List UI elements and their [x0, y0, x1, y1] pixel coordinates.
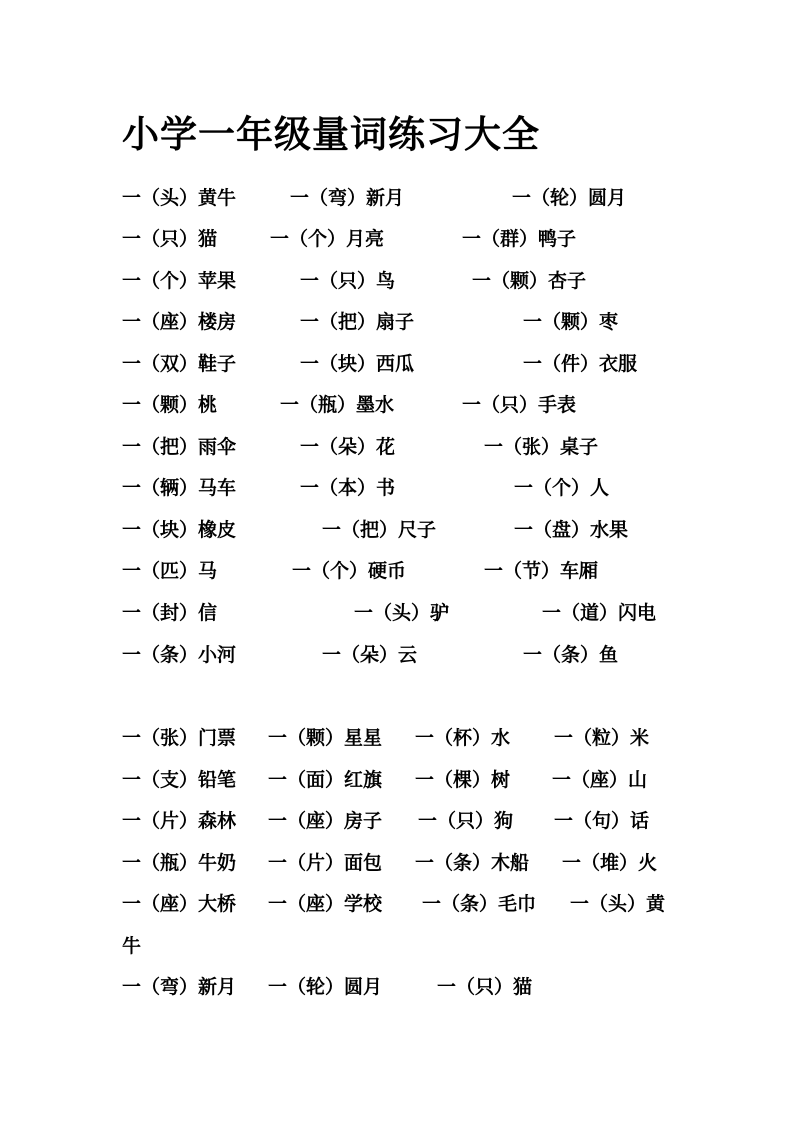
measure-word-item: 一（条）鱼 [523, 644, 619, 666]
measure-word-item: 一（支）铅笔 [122, 769, 237, 791]
measure-word-item: 一（辆）马车 [122, 477, 237, 499]
measure-word-item: 一（片）森林 [122, 810, 237, 832]
measure-word-item: 一（弯）新月 [122, 976, 237, 998]
measure-word-item: 一（个）人 [514, 477, 610, 499]
measure-word-item: 牛 [122, 935, 142, 957]
measure-word-item: 一（棵）树 [415, 769, 511, 791]
measure-word-item: 一（颗）枣 [523, 311, 619, 333]
measure-word-item: 一（朵）花 [300, 436, 396, 458]
measure-word-item: 一（封）信 [122, 602, 218, 624]
measure-word-item: 一（粒）米 [554, 727, 650, 749]
measure-word-item: 一（个）苹果 [122, 270, 237, 292]
measure-word-item: 一（座）山 [552, 769, 648, 791]
measure-word-item: 一（座）楼房 [122, 311, 237, 333]
measure-word-item: 一（瓶）牛奶 [122, 852, 237, 874]
measure-word-item: 一（只）猫 [122, 228, 218, 250]
measure-word-item: 一（片）面包 [268, 852, 383, 874]
measure-word-item: 一（件）衣服 [523, 353, 638, 375]
measure-word-item: 一（张）门票 [122, 727, 237, 749]
measure-word-item: 一（节）车厢 [484, 560, 599, 582]
measure-word-item: 一（面）红旗 [268, 769, 383, 791]
page-title: 小学一年级量词练习大全 [122, 113, 540, 156]
measure-word-item: 一（只）手表 [462, 394, 577, 416]
measure-word-item: 一（轮）圆月 [512, 187, 627, 209]
measure-word-item: 一（本）书 [300, 477, 396, 499]
measure-word-item: 一（盘）水果 [514, 519, 629, 541]
measure-word-item: 一（头）黄 [570, 893, 666, 915]
measure-word-item: 一（只）猫 [437, 976, 533, 998]
measure-word-item: 一（把）雨伞 [122, 436, 237, 458]
measure-word-item: 一（只）鸟 [300, 270, 396, 292]
measure-word-item: 一（块）西瓜 [300, 353, 415, 375]
measure-word-item: 一（座）学校 [268, 893, 383, 915]
measure-word-item: 一（条）木船 [415, 852, 530, 874]
measure-word-item: 一（朵）云 [322, 644, 418, 666]
measure-word-item: 一（杯）水 [415, 727, 511, 749]
measure-word-item: 一（张）桌子 [484, 436, 599, 458]
measure-word-item: 一（颗）桃 [122, 394, 218, 416]
measure-word-item: 一（个）月亮 [270, 228, 385, 250]
measure-word-item: 一（条）小河 [122, 644, 237, 666]
measure-word-item: 一（头）黄牛 [122, 187, 237, 209]
measure-word-item: 一（个）硬币 [292, 560, 407, 582]
measure-word-item: 一（头）驴 [354, 602, 450, 624]
measure-word-item: 一（弯）新月 [290, 187, 405, 209]
measure-word-item: 一（匹）马 [122, 560, 218, 582]
measure-word-item: 一（句）话 [554, 810, 650, 832]
measure-word-item: 一（座）大桥 [122, 893, 237, 915]
measure-word-item: 一（块）橡皮 [122, 519, 237, 541]
measure-word-item: 一（座）房子 [268, 810, 383, 832]
measure-word-item: 一（把）尺子 [322, 519, 437, 541]
measure-word-item: 一（颗）杏子 [472, 270, 587, 292]
measure-word-item: 一（只）狗 [418, 810, 514, 832]
measure-word-item: 一（群）鸭子 [462, 228, 577, 250]
measure-word-item: 一（双）鞋子 [122, 353, 237, 375]
measure-word-item: 一（条）毛巾 [422, 893, 537, 915]
measure-word-item: 一（瓶）墨水 [280, 394, 395, 416]
measure-word-item: 一（把）扇子 [300, 311, 415, 333]
measure-word-item: 一（道）闪电 [542, 602, 657, 624]
measure-word-item: 一（颗）星星 [268, 727, 383, 749]
measure-word-item: 一（轮）圆月 [268, 976, 383, 998]
measure-word-item: 一（堆）火 [562, 852, 658, 874]
